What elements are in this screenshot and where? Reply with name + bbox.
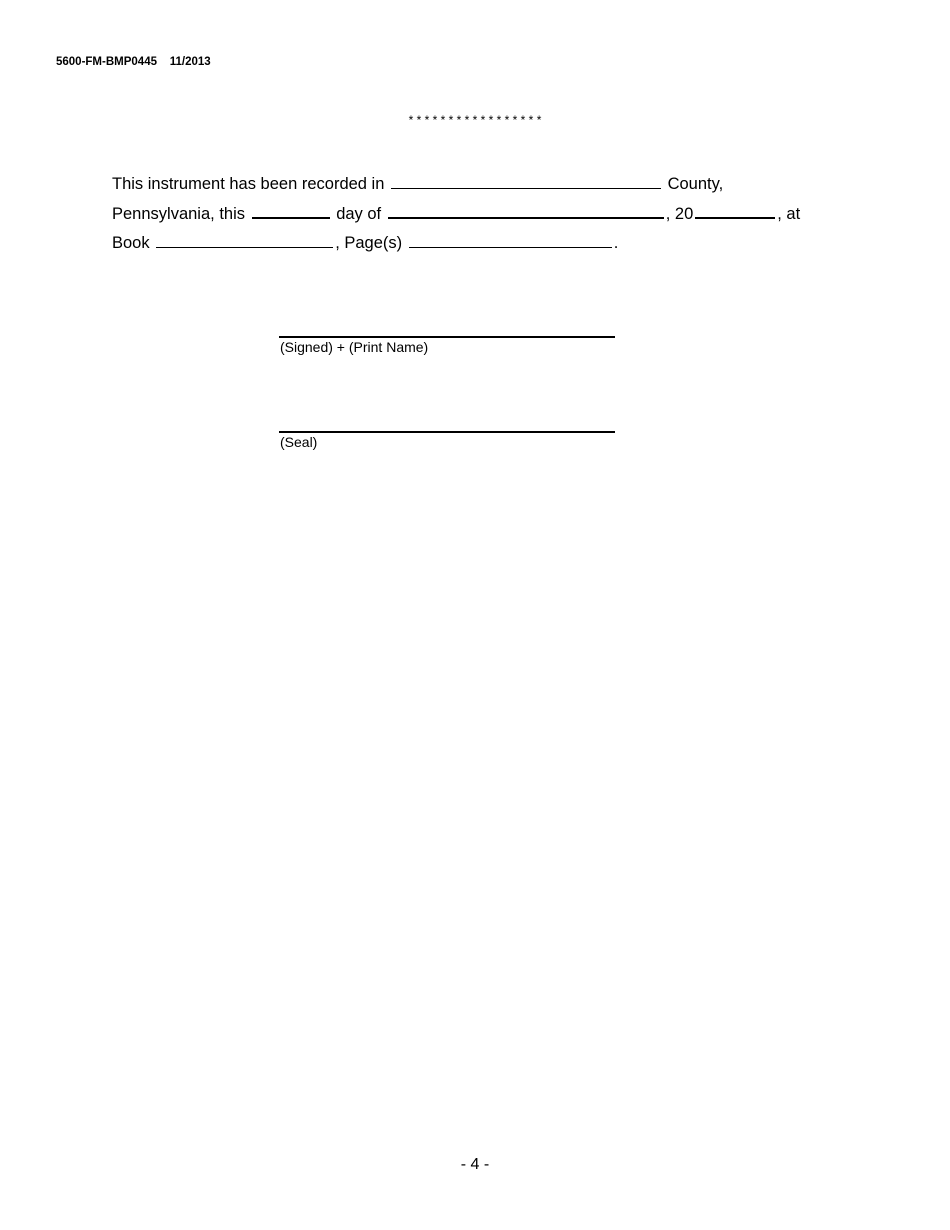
book-label: Book: [112, 234, 150, 252]
county-blank[interactable]: [391, 187, 661, 189]
recording-line-3: [112, 229, 800, 259]
recording-statement: [112, 170, 800, 259]
form-code: 5600-FM-BMP0445 11/2013: [56, 56, 211, 68]
book-blank[interactable]: [156, 246, 333, 248]
day-blank[interactable]: [252, 216, 330, 219]
signed-print-name-label: (Signed) + (Print Name): [280, 339, 429, 355]
seal-line[interactable]: [279, 431, 615, 433]
recorded-in-label: This instrument has been recorded in: [112, 175, 385, 193]
page-number: - 4 -: [460, 1156, 490, 1173]
county-label: County,: [667, 175, 724, 193]
asterisk-separator: * * * * * * * * * * * * * * * * *: [408, 113, 542, 127]
year-prefix-label: , 20: [665, 204, 694, 223]
seal-label: (Seal): [280, 434, 318, 450]
pages-blank[interactable]: [409, 246, 612, 248]
day-of-label: day of: [336, 204, 382, 223]
recording-line-1: [112, 170, 800, 200]
pennsylvania-this-label: Pennsylvania, this: [112, 204, 245, 223]
recording-line-2: [112, 200, 800, 230]
pages-label: , Page(s): [335, 234, 403, 252]
year-blank[interactable]: [695, 216, 775, 219]
at-label: , at: [777, 204, 801, 223]
period-label: .: [613, 234, 619, 252]
signature-line[interactable]: [279, 336, 615, 338]
month-blank[interactable]: [388, 216, 664, 219]
